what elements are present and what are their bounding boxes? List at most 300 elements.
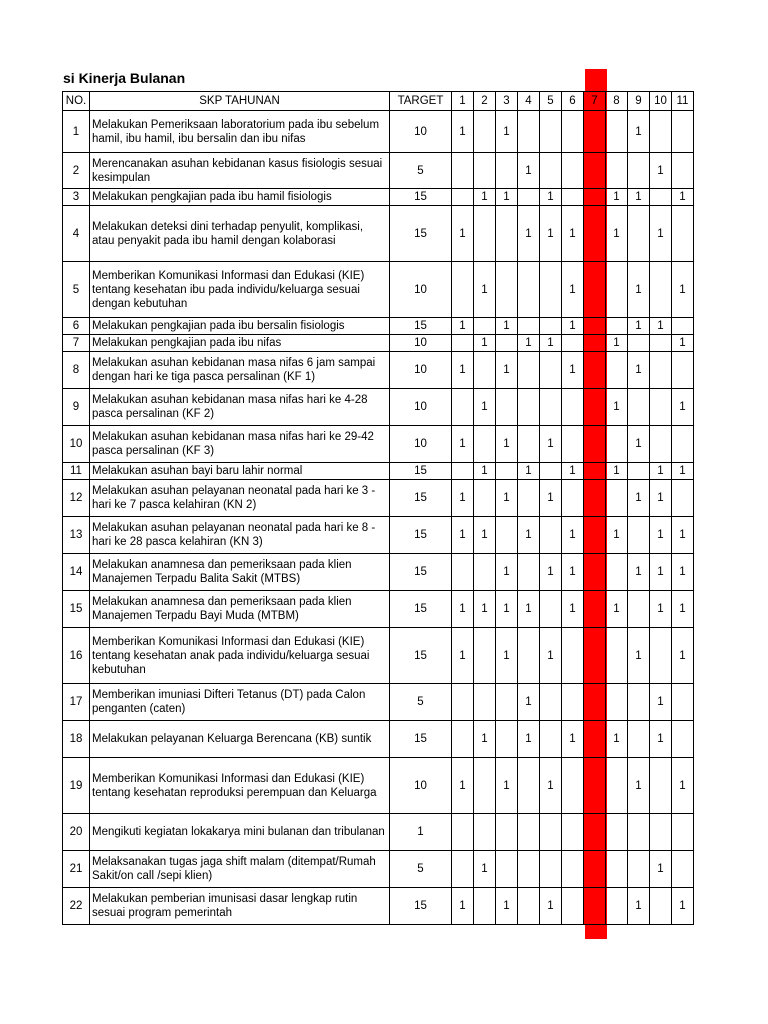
performance-table <box>62 91 694 925</box>
month-cell: 1 <box>650 318 672 335</box>
header-month-6: 6 <box>562 92 584 111</box>
month-cell <box>540 814 562 851</box>
row-target: 5 <box>390 153 452 189</box>
month-cell <box>518 554 540 591</box>
month-cell <box>584 352 606 389</box>
skp-task-description: Memberikan Komunikasi Informasi dan Edukasi (KIE) tentang kesehatan anak pada individu/keluarga sesuai kebutuhan <box>90 628 390 684</box>
month-cell <box>540 721 562 758</box>
month-cell: 1 <box>452 480 474 517</box>
month-cell <box>540 517 562 554</box>
month-cell <box>474 480 496 517</box>
month-cell: 1 <box>628 318 650 335</box>
month-cell: 1 <box>496 480 518 517</box>
table-row <box>63 426 694 463</box>
month-cell <box>584 517 606 554</box>
row-number: 8 <box>63 352 90 389</box>
month-cell <box>606 352 628 389</box>
month-cell <box>584 111 606 153</box>
row-target: 10 <box>390 758 452 814</box>
skp-task-description: Melakukan anamnesa dan pemeriksaan pada klien Manajemen Terpadu Balita Sakit (MTBS) <box>90 554 390 591</box>
month-cell: 1 <box>452 111 474 153</box>
month-cell: 1 <box>540 189 562 206</box>
month-cell: 1 <box>650 517 672 554</box>
month-cell <box>606 426 628 463</box>
month-cell <box>540 684 562 721</box>
table-row <box>63 480 694 517</box>
month-cell <box>496 262 518 318</box>
month-cell: 1 <box>672 591 694 628</box>
month-cell: 1 <box>496 628 518 684</box>
month-cell: 1 <box>474 335 496 352</box>
month-cell <box>672 851 694 888</box>
month-cell: 1 <box>540 758 562 814</box>
month-cell: 1 <box>474 189 496 206</box>
month-cell <box>540 318 562 335</box>
month-cell: 1 <box>672 189 694 206</box>
month-cell: 1 <box>474 721 496 758</box>
month-cell <box>650 628 672 684</box>
month-cell: 1 <box>518 591 540 628</box>
month-cell <box>672 206 694 262</box>
month-cell <box>452 335 474 352</box>
month-cell: 1 <box>474 591 496 628</box>
skp-task-description: Melakukan asuhan kebidanan masa nifas hari ke 29-42 pasca persalinan (KF 3) <box>90 426 390 463</box>
month-cell <box>650 335 672 352</box>
table-row <box>63 684 694 721</box>
header-month-9: 9 <box>628 92 650 111</box>
month-cell: 1 <box>540 888 562 925</box>
header-month-5: 5 <box>540 92 562 111</box>
month-cell <box>672 814 694 851</box>
month-cell: 1 <box>518 206 540 262</box>
row-target: 15 <box>390 721 452 758</box>
month-cell <box>606 684 628 721</box>
month-cell <box>650 888 672 925</box>
month-cell <box>606 111 628 153</box>
month-cell: 1 <box>650 684 672 721</box>
month-cell <box>496 463 518 480</box>
skp-task-description: Memberikan Komunikasi Informasi dan Edukasi (KIE) tentang kesehatan reproduksi perempuan dan Keluarga <box>90 758 390 814</box>
month-cell: 1 <box>672 888 694 925</box>
month-cell: 1 <box>540 335 562 352</box>
month-cell: 1 <box>518 684 540 721</box>
month-cell: 1 <box>650 463 672 480</box>
month-cell: 1 <box>672 628 694 684</box>
table-row <box>63 517 694 554</box>
month-cell <box>584 335 606 352</box>
month-cell: 1 <box>628 628 650 684</box>
month-cell <box>496 721 518 758</box>
month-cell: 1 <box>496 352 518 389</box>
month-cell <box>540 851 562 888</box>
skp-task-description: Memberikan Komunikasi Informasi dan Edukasi (KIE) tentang kesehatan ibu pada individu/keluarga sesuai dengan kebutuhan <box>90 262 390 318</box>
month-cell: 1 <box>474 517 496 554</box>
month-cell <box>650 189 672 206</box>
month-cell <box>650 426 672 463</box>
month-cell <box>650 389 672 426</box>
month-cell <box>584 554 606 591</box>
skp-task-description: Melakukan pemberian imunisasi dasar lengkap rutin sesuai program pemerintah <box>90 888 390 925</box>
month-cell: 1 <box>650 851 672 888</box>
month-cell <box>606 851 628 888</box>
month-cell: 1 <box>628 111 650 153</box>
month-cell: 1 <box>606 517 628 554</box>
table-row <box>63 628 694 684</box>
row-number: 21 <box>63 851 90 888</box>
header-skp-tahunan: SKP TAHUNAN <box>90 92 390 111</box>
month-cell <box>518 888 540 925</box>
month-cell: 1 <box>606 463 628 480</box>
month-cell <box>562 758 584 814</box>
month-cell <box>452 554 474 591</box>
month-cell: 1 <box>474 389 496 426</box>
month-cell <box>452 463 474 480</box>
month-cell: 1 <box>650 206 672 262</box>
row-number: 7 <box>63 335 90 352</box>
sheet-title: si Kinerja Bulanan <box>63 70 186 86</box>
month-cell: 1 <box>518 153 540 189</box>
row-target: 15 <box>390 554 452 591</box>
row-target: 15 <box>390 888 452 925</box>
month-cell <box>562 426 584 463</box>
month-cell <box>562 189 584 206</box>
table-row <box>63 888 694 925</box>
month-cell: 1 <box>562 318 584 335</box>
header-month-3: 3 <box>496 92 518 111</box>
month-cell <box>540 389 562 426</box>
table-row <box>63 758 694 814</box>
month-cell: 1 <box>562 206 584 262</box>
skp-task-description: Melakukan pelayanan Keluarga Berencana (KB) suntik <box>90 721 390 758</box>
month-cell <box>584 480 606 517</box>
row-target: 5 <box>390 684 452 721</box>
table-row <box>63 721 694 758</box>
month-cell <box>562 851 584 888</box>
month-cell: 1 <box>606 206 628 262</box>
month-cell <box>562 389 584 426</box>
month-cell <box>474 758 496 814</box>
row-target: 10 <box>390 352 452 389</box>
month-cell <box>474 814 496 851</box>
month-cell: 1 <box>540 554 562 591</box>
month-cell: 1 <box>540 206 562 262</box>
skp-task-description: Melakukan asuhan pelayanan neonatal pada hari ke 3 - hari ke 7 pasca kelahiran (KN 2) <box>90 480 390 517</box>
month-cell: 1 <box>628 352 650 389</box>
month-cell <box>496 517 518 554</box>
month-cell: 1 <box>562 517 584 554</box>
month-cell <box>584 153 606 189</box>
month-cell <box>650 262 672 318</box>
month-cell <box>606 480 628 517</box>
month-cell: 1 <box>540 480 562 517</box>
table-row <box>63 262 694 318</box>
header-month-1: 1 <box>452 92 474 111</box>
skp-task-description: Melakukan pengkajian pada ibu hamil fisiologis <box>90 189 390 206</box>
skp-task-description: Merencanakan asuhan kebidanan kasus fisiologis sesuai kesimpulan <box>90 153 390 189</box>
month-cell <box>584 426 606 463</box>
skp-task-description: Melakukan asuhan kebidanan masa nifas 6 jam sampai dengan hari ke tiga pasca persalinan (KF 1) <box>90 352 390 389</box>
month-cell <box>496 153 518 189</box>
month-cell: 1 <box>452 517 474 554</box>
header-month-10: 10 <box>650 92 672 111</box>
month-cell: 1 <box>518 463 540 480</box>
header-no: NO. <box>63 92 90 111</box>
month-cell <box>496 206 518 262</box>
month-cell <box>650 814 672 851</box>
month-cell <box>474 352 496 389</box>
row-number: 10 <box>63 426 90 463</box>
month-cell <box>584 206 606 262</box>
month-cell <box>584 262 606 318</box>
month-cell <box>562 684 584 721</box>
row-number: 20 <box>63 814 90 851</box>
table-row <box>63 814 694 851</box>
month-cell: 1 <box>606 389 628 426</box>
month-cell: 1 <box>452 591 474 628</box>
month-cell: 1 <box>650 591 672 628</box>
month-cell <box>606 318 628 335</box>
month-cell <box>540 591 562 628</box>
month-cell: 1 <box>650 721 672 758</box>
skp-task-description: Melakukan pengkajian pada ibu nifas <box>90 335 390 352</box>
row-number: 16 <box>63 628 90 684</box>
month-cell <box>452 721 474 758</box>
month-cell: 1 <box>672 262 694 318</box>
month-cell <box>628 814 650 851</box>
month-cell <box>628 851 650 888</box>
month-cell <box>628 206 650 262</box>
month-cell: 1 <box>518 721 540 758</box>
month-cell: 1 <box>496 111 518 153</box>
month-cell: 1 <box>496 318 518 335</box>
row-number: 2 <box>63 153 90 189</box>
row-target: 15 <box>390 591 452 628</box>
month-cell: 1 <box>452 758 474 814</box>
month-cell <box>606 888 628 925</box>
table-header-row <box>63 92 694 111</box>
month-cell <box>672 352 694 389</box>
table-row <box>63 335 694 352</box>
month-cell: 1 <box>672 463 694 480</box>
month-cell <box>518 111 540 153</box>
row-target: 15 <box>390 206 452 262</box>
month-cell: 1 <box>474 851 496 888</box>
skp-task-description: Melakukan Pemeriksaan laboratorium pada ibu sebelum hamil, ibu hamil, ibu bersalin dan ibu nifas <box>90 111 390 153</box>
month-cell <box>452 153 474 189</box>
month-cell: 1 <box>452 206 474 262</box>
row-target: 15 <box>390 628 452 684</box>
header-month-7: 7 <box>584 92 606 111</box>
month-cell <box>474 888 496 925</box>
skp-task-description: Melakukan deteksi dini terhadap penyulit, komplikasi, atau penyakit pada ibu hamil dengan kolaborasi <box>90 206 390 262</box>
row-number: 12 <box>63 480 90 517</box>
month-cell: 1 <box>606 189 628 206</box>
row-number: 6 <box>63 318 90 335</box>
month-cell <box>606 262 628 318</box>
month-cell <box>562 480 584 517</box>
month-cell <box>584 591 606 628</box>
row-number: 9 <box>63 389 90 426</box>
month-cell <box>584 684 606 721</box>
month-cell: 1 <box>628 480 650 517</box>
month-cell: 1 <box>628 888 650 925</box>
skp-task-description: Melakukan anamnesa dan pemeriksaan pada klien Manajemen Terpadu Bayi Muda (MTBM) <box>90 591 390 628</box>
month-cell <box>540 352 562 389</box>
header-month-11: 11 <box>672 92 694 111</box>
month-cell: 1 <box>628 426 650 463</box>
row-target: 10 <box>390 426 452 463</box>
month-cell <box>496 814 518 851</box>
month-cell <box>584 389 606 426</box>
month-cell <box>584 628 606 684</box>
month-cell <box>518 628 540 684</box>
month-cell: 1 <box>474 463 496 480</box>
row-number: 13 <box>63 517 90 554</box>
month-cell <box>672 153 694 189</box>
month-cell <box>628 591 650 628</box>
month-cell <box>672 480 694 517</box>
row-target: 15 <box>390 463 452 480</box>
month-cell <box>452 851 474 888</box>
month-cell <box>518 851 540 888</box>
skp-task-description: Melakukan pengkajian pada ibu bersalin fisiologis <box>90 318 390 335</box>
month-cell: 1 <box>540 628 562 684</box>
month-cell: 1 <box>672 517 694 554</box>
header-month-4: 4 <box>518 92 540 111</box>
month-cell <box>584 189 606 206</box>
month-cell <box>518 352 540 389</box>
header-target: TARGET <box>390 92 452 111</box>
row-number: 11 <box>63 463 90 480</box>
month-cell: 1 <box>672 554 694 591</box>
month-cell: 1 <box>496 426 518 463</box>
month-cell <box>584 758 606 814</box>
skp-task-description: Memberikan imuniasi Difteri Tetanus (DT) pada Calon penganten (caten) <box>90 684 390 721</box>
month-cell: 1 <box>452 426 474 463</box>
month-cell: 1 <box>628 554 650 591</box>
month-cell <box>584 463 606 480</box>
month-cell <box>672 318 694 335</box>
month-cell: 1 <box>452 352 474 389</box>
table-row <box>63 463 694 480</box>
month-cell <box>672 111 694 153</box>
month-cell <box>474 153 496 189</box>
month-cell <box>474 628 496 684</box>
month-cell <box>628 335 650 352</box>
row-number: 1 <box>63 111 90 153</box>
month-cell <box>496 684 518 721</box>
month-cell: 1 <box>562 352 584 389</box>
month-cell <box>496 335 518 352</box>
table-row <box>63 591 694 628</box>
month-cell <box>606 628 628 684</box>
row-target: 15 <box>390 189 452 206</box>
table-row <box>63 189 694 206</box>
month-cell <box>540 153 562 189</box>
month-cell <box>562 111 584 153</box>
month-cell <box>606 153 628 189</box>
month-cell <box>672 684 694 721</box>
month-cell <box>540 463 562 480</box>
month-cell <box>518 318 540 335</box>
month-cell <box>518 262 540 318</box>
month-cell: 1 <box>518 335 540 352</box>
row-target: 15 <box>390 318 452 335</box>
month-cell: 1 <box>650 554 672 591</box>
skp-task-description: Melakukan asuhan bayi baru lahir normal <box>90 463 390 480</box>
table-row <box>63 851 694 888</box>
month-cell: 1 <box>562 721 584 758</box>
month-cell <box>562 628 584 684</box>
row-number: 3 <box>63 189 90 206</box>
month-cell <box>584 318 606 335</box>
month-cell: 1 <box>628 758 650 814</box>
month-cell: 1 <box>562 262 584 318</box>
month-cell <box>452 262 474 318</box>
row-number: 19 <box>63 758 90 814</box>
month-cell <box>452 814 474 851</box>
month-cell <box>474 684 496 721</box>
month-cell: 1 <box>474 262 496 318</box>
month-cell <box>518 758 540 814</box>
month-cell <box>452 389 474 426</box>
row-target: 5 <box>390 851 452 888</box>
month-cell: 1 <box>452 318 474 335</box>
month-cell <box>562 814 584 851</box>
row-number: 14 <box>63 554 90 591</box>
month-cell: 1 <box>562 463 584 480</box>
month-cell <box>672 426 694 463</box>
month-cell <box>474 554 496 591</box>
header-month-2: 2 <box>474 92 496 111</box>
month-cell: 1 <box>452 628 474 684</box>
month-cell <box>474 318 496 335</box>
month-cell: 1 <box>628 262 650 318</box>
month-cell <box>474 111 496 153</box>
row-target: 15 <box>390 480 452 517</box>
month-cell: 1 <box>540 426 562 463</box>
row-target: 10 <box>390 262 452 318</box>
month-cell <box>518 814 540 851</box>
table-row <box>63 318 694 335</box>
table-row <box>63 554 694 591</box>
row-number: 5 <box>63 262 90 318</box>
month-cell <box>540 111 562 153</box>
skp-task-description: Mengikuti kegiatan lokakarya mini bulanan dan tribulanan <box>90 814 390 851</box>
row-number: 22 <box>63 888 90 925</box>
month-cell <box>562 153 584 189</box>
month-cell: 1 <box>606 591 628 628</box>
header-month-8: 8 <box>606 92 628 111</box>
month-cell: 1 <box>606 335 628 352</box>
month-cell: 1 <box>496 189 518 206</box>
month-cell: 1 <box>518 517 540 554</box>
month-cell <box>650 352 672 389</box>
month-cell <box>584 814 606 851</box>
month-cell <box>474 426 496 463</box>
month-cell <box>496 851 518 888</box>
month-cell <box>628 684 650 721</box>
row-target: 10 <box>390 335 452 352</box>
month-cell: 1 <box>628 189 650 206</box>
month-cell: 1 <box>496 554 518 591</box>
month-cell <box>672 721 694 758</box>
month-cell <box>518 426 540 463</box>
month-cell <box>518 189 540 206</box>
row-target: 10 <box>390 111 452 153</box>
month-cell <box>518 480 540 517</box>
month-cell <box>628 153 650 189</box>
